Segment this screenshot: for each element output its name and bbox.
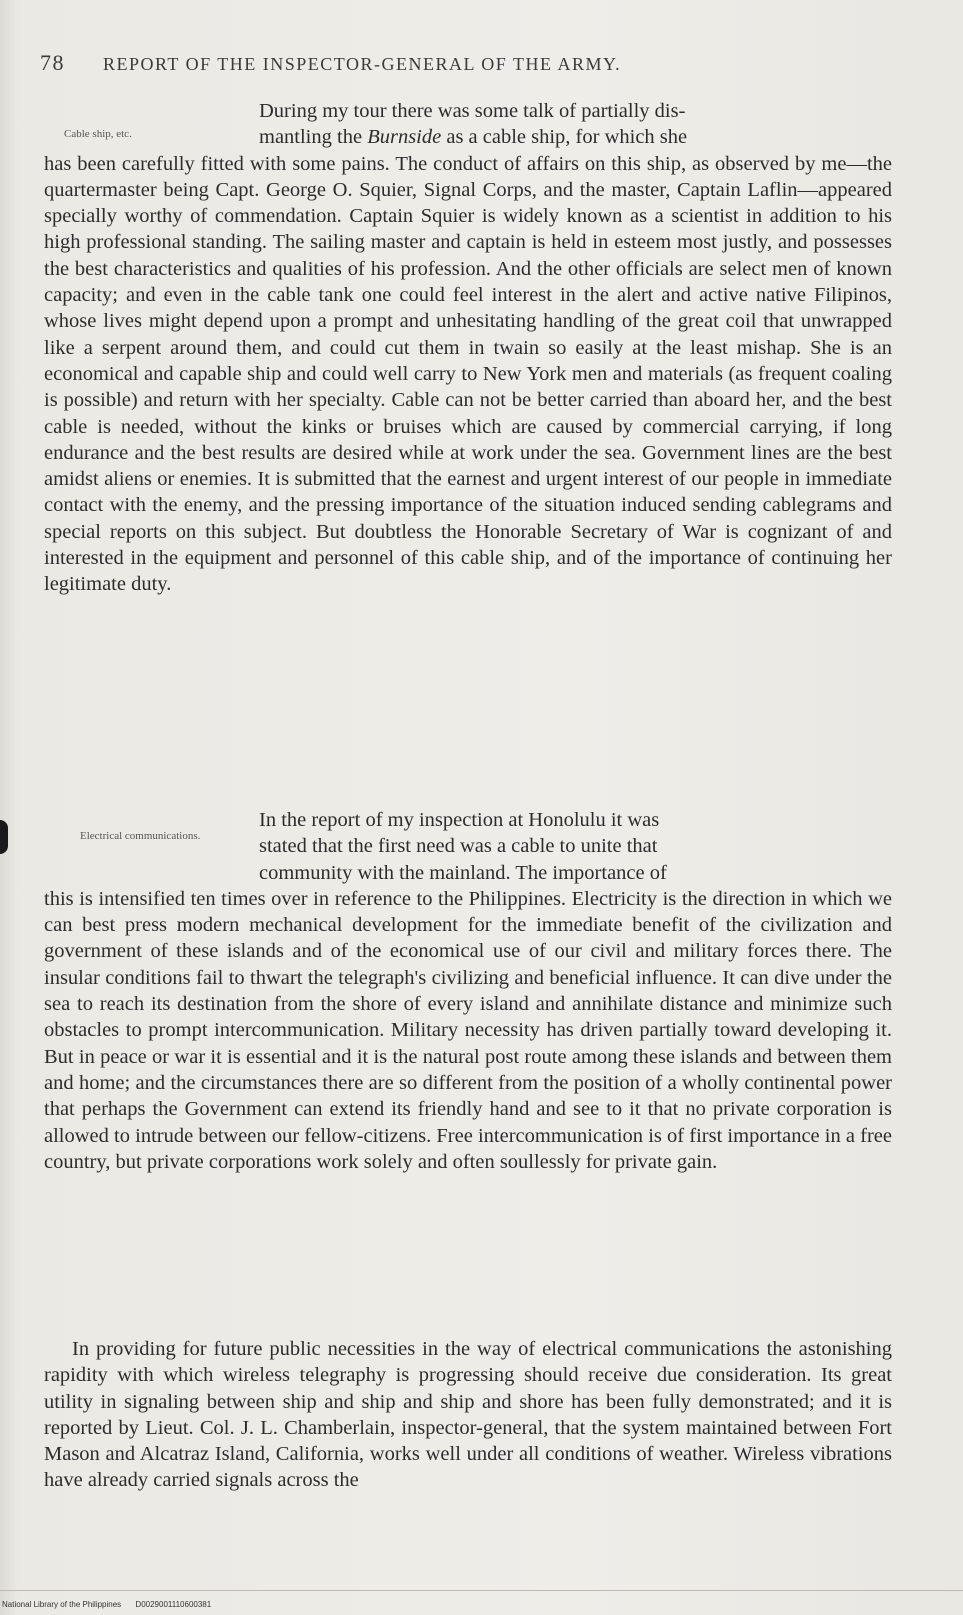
paragraph-1-line-2: mantling the Burnside as a cable ship, for which she [259, 126, 688, 149]
body-text-1 [44, 98, 892, 598]
ship-name: Burnside [367, 126, 442, 149]
paragraph-1-line-1: During my tour there was some talk of partially dis- [259, 100, 686, 122]
page-number: 78 [40, 50, 65, 75]
scan-footer [2, 1600, 223, 1609]
body-text-2 [44, 807, 892, 1175]
scan-edge-line [0, 1590, 963, 1591]
paragraph-1-body: has been carefully fitted with some pains. The conduct of affairs on this ship, as observed by me—the quartermaster being Capt. George O. Squier, Signal Corps, and the master, Captain Laflin—appeared specially worthy of commendation. Captain Squier is widely known as a scientist in addition to his high professional standing. The sailing master and captain is held in esteem most justly, and possesses the best characteristics and qualities of his profession. And the other officials are select men of known capacity; and even in the cable tank one could feel interest in the alert and active native Filipinos, whose lives might depend upon a prompt and unhesitating handling of the great coil that unwrapped like a serpent around them, and could cut them in twain so easily at the least mishap. She is an economical and capable ship and could well carry to New York men and materials (as frequent coaling is possible) and return with her specialty. Cable can not be better carried than aboard her, and the best cable is needed, without the kinks or bruises which are caused by commercial carrying, if long endurance and the best results are desired while at work under the sea. Government lines are the best amidst aliens or enemies. It is submitted that the earnest and urgent interest of our people in immediate contact with the enemy, and the pressing importance of the situation induced sending cablegrams and special reports on this subject. But doubtless the Honorable Secretary of War is cognizant of and interested in the equipment and personnel of this cable ship, and of the importance of continuing her legitimate duty. [44, 152, 892, 596]
paragraph-2-body: this is intensified ten times over in reference to the Philippines. Electricity is the direction in which we can best press modern mechanical development for the immediate benefit of the civilization and government of these islands and of the economical use of our civil and military forces there. The insular conditions fail to thwart the telegraph's civilizing and beneficial influence. It can dive under the sea to reach its destination from the shore of every island and annihilate distance and minimize such obstacles to prompt intercommunication. Military necessity has driven partially toward developing it. But in peace or war it is essential and it is the natural post route among these islands and between them and home; and the circumstances there are so different from the position of a wholly continental power that perhaps the Government can extend its friendly hand and see to it that no private corporation is allowed to intrude between our fellow-citizens. Free intercommunication is of first importance in a free country, but private corporations work solely and often soullessly for private gain. [44, 887, 892, 1173]
margin-note-cable-ship: Cable ship, etc. [64, 128, 132, 140]
margin-note-electrical: Electrical communications. [80, 830, 201, 842]
paragraph-2-line-2: stated that the first need was a cable to unite that [259, 835, 658, 858]
running-header [40, 50, 923, 76]
scan-artifact [0, 820, 8, 854]
footer-library: National Library of the Philippines [2, 1600, 122, 1609]
paragraph-3: In providing for future public necessities in the way of electrical communications the astonishing rapidity with which wireless telegraphy is progressing should receive due consideration. Its great utility in signaling between ship and ship and ship and shore has been fully demonstrated; and it is reported by Lieut. Col. J. L. Chamberlain, inspector-general, that the system maintained between Fort Mason and Alcatraz Island, California, works well under all conditions of weather. Wireless vibrations have already carried signals across the [44, 1338, 892, 1492]
running-title: REPORT OF THE INSPECTOR-GENERAL OF THE ARMY. [103, 54, 622, 74]
paragraph-2-line-3: community with the mainland. The importance of [259, 861, 667, 884]
footer-id: D0029001110600381 [135, 1600, 212, 1609]
paragraph-2-line-1: In the report of my inspection at Honolulu it was [259, 809, 660, 831]
body-text-3 [44, 1336, 892, 1494]
